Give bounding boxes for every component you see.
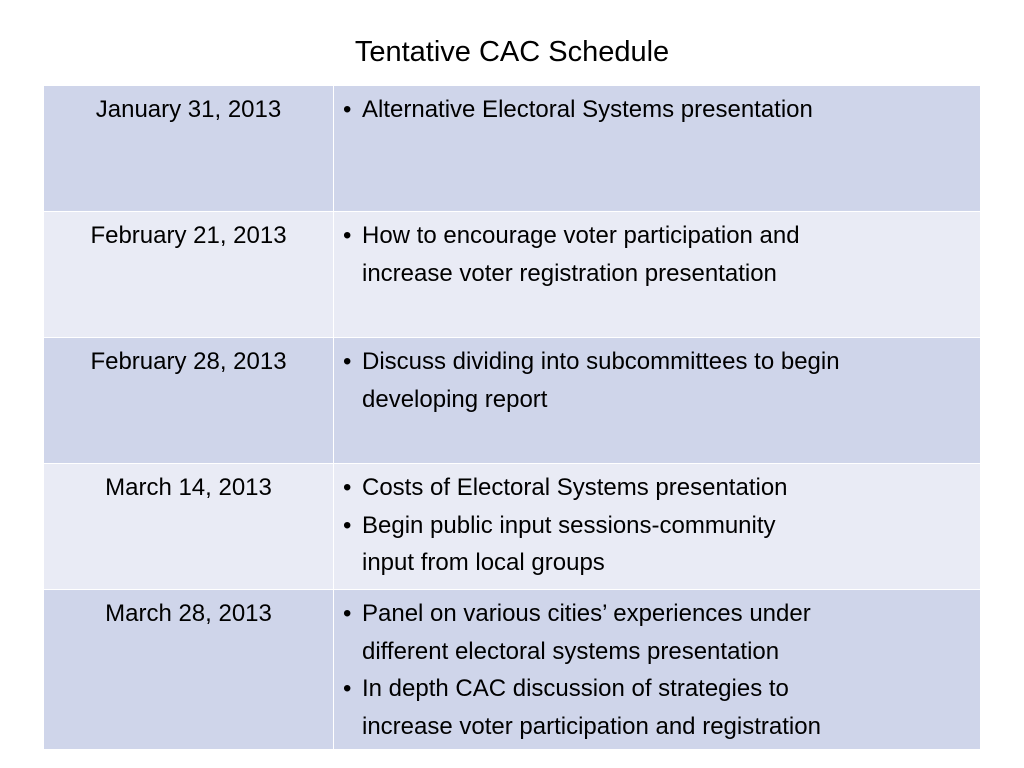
agenda-line: Alternative Electoral Systems presentation [362, 96, 813, 123]
schedule-row [44, 86, 981, 212]
slide-title: Tentative CAC Schedule [354, 36, 670, 68]
agenda-line: increase voter registration presentation [362, 259, 777, 287]
agenda-line: Panel on various cities’ experiences under [362, 600, 811, 627]
agenda-cell [334, 86, 981, 212]
agenda-item [343, 670, 974, 745]
date-cell: February 28, 2013 [44, 338, 334, 464]
date-cell: January 31, 2013 [44, 86, 334, 212]
bullet-icon: • [343, 600, 352, 627]
agenda-item [343, 343, 974, 418]
date-cell: March 14, 2013 [44, 464, 334, 590]
schedule-row [44, 338, 981, 464]
schedule-row [44, 212, 981, 338]
agenda-line: different electoral systems presentation [362, 637, 780, 665]
agenda-line: Costs of Electoral Systems presentation [362, 474, 788, 501]
date-cell: March 28, 2013 [44, 590, 334, 750]
agenda-line: increase voter participation and registration [362, 712, 821, 740]
schedule-row [44, 464, 981, 590]
agenda-item-text [358, 217, 974, 292]
agenda-line: input from local groups [362, 549, 605, 576]
schedule-row [44, 590, 981, 750]
agenda-cell [334, 338, 981, 464]
agenda-item [343, 595, 974, 670]
agenda-cell [334, 212, 981, 338]
agenda-item-text [358, 91, 974, 129]
bullet-icon: • [343, 675, 352, 702]
agenda-item-text [358, 595, 974, 670]
agenda-item-text [358, 343, 974, 418]
agenda-item [343, 507, 974, 582]
agenda-line: Discuss dividing into subcommittees to begin [362, 348, 840, 375]
agenda-item-text [358, 507, 974, 582]
agenda-cell [334, 590, 981, 750]
agenda-line: Begin public input sessions-community [362, 511, 776, 539]
agenda-cell [334, 464, 981, 590]
bullet-icon: • [343, 348, 352, 375]
agenda-line: In depth CAC discussion of strategies to [362, 675, 789, 702]
agenda-item [343, 91, 974, 129]
agenda-line: developing report [362, 385, 548, 413]
agenda-item [343, 217, 974, 292]
bullet-icon: • [343, 222, 352, 249]
bullet-icon: • [343, 511, 352, 539]
bullet-icon: • [343, 474, 352, 501]
agenda-item [343, 469, 974, 507]
bullet-icon: • [343, 96, 352, 123]
agenda-line: How to encourage voter participation and [362, 222, 800, 249]
agenda-item-text [358, 469, 974, 507]
date-cell: February 21, 2013 [44, 212, 334, 338]
agenda-item-text [358, 670, 974, 745]
schedule-table [43, 85, 981, 750]
